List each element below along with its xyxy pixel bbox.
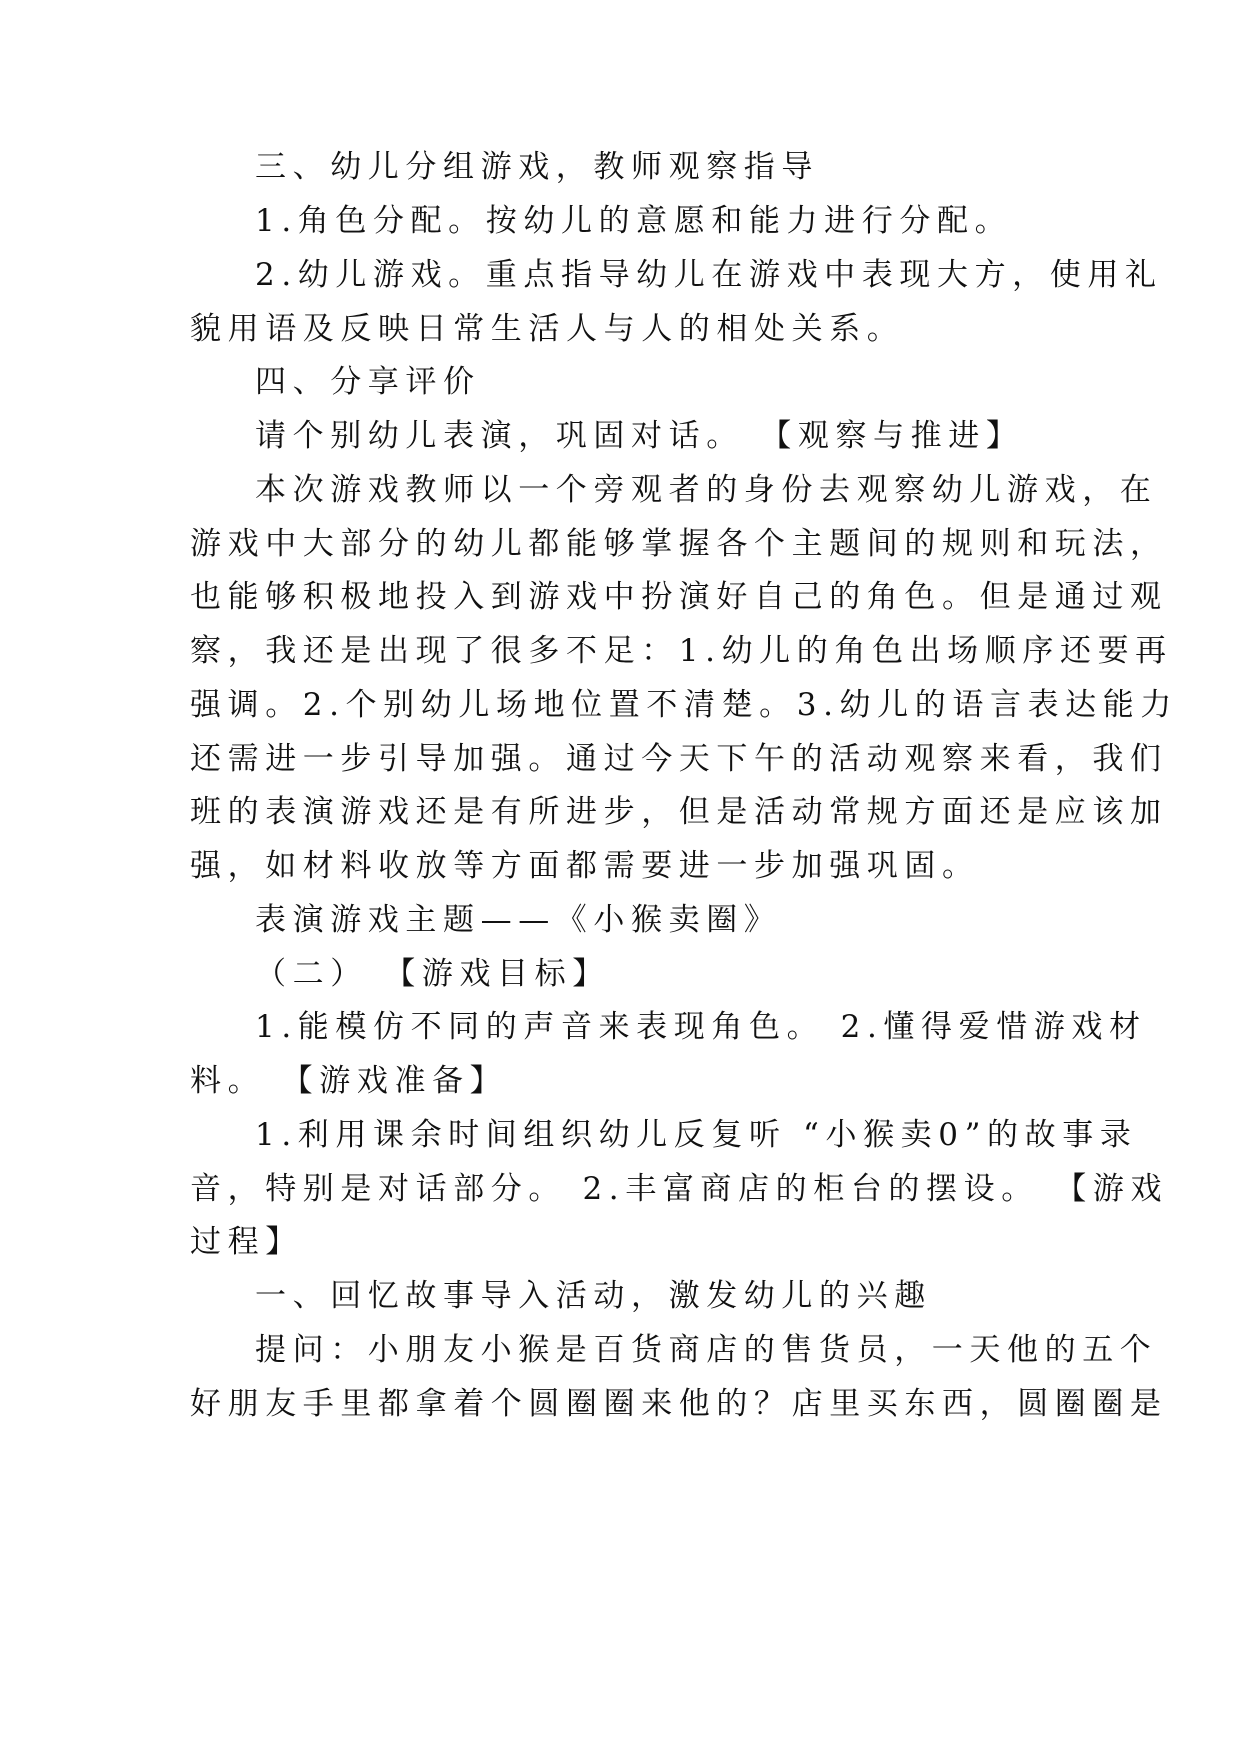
paragraph-line: 察，我还是出现了很多不足：1.幼儿的角色出场顺序还要再 <box>190 633 1173 669</box>
paragraph-line: 2.幼儿游戏。重点指导幼儿在游戏中表现大方，使用礼 <box>255 257 1163 293</box>
paragraph-line: 音，特别是对话部分。 2.丰富商店的柜台的摆设。 【游戏 <box>190 1171 1169 1207</box>
paragraph-line: 过程】 <box>190 1224 303 1260</box>
paragraph-line: 请个别幼儿表演，巩固对话。 【观察与推进】 <box>255 418 1024 454</box>
paragraph-line: 也能够积极地投入到游戏中扮演好自己的角色。但是通过观 <box>190 579 1168 615</box>
paragraph-line: 还需进一步引导加强。通过今天下午的活动观察来看，我们 <box>190 741 1168 777</box>
paragraph-line: 好朋友手里都拿着个圆圈圈来他的？店里买东西，圆圈圈是 <box>190 1386 1168 1422</box>
section-heading: （二） 【游戏目标】 <box>255 956 610 992</box>
paragraph-line: 本次游戏教师以一个旁观者的身份去观察幼儿游戏，在 <box>255 472 1158 508</box>
paragraph-line: 强调。2.个别幼儿场地位置不清楚。3.幼儿的语言表达能力 <box>190 687 1178 723</box>
section-heading: 表演游戏主题——《小猴卖圈》 <box>255 902 782 938</box>
paragraph-line: 料。 【游戏准备】 <box>190 1063 508 1099</box>
section-heading: 一、回忆故事导入活动，激发幼儿的兴趣 <box>255 1278 932 1314</box>
paragraph-line: 强，如材料收放等方面都需要进一步加强巩固。 <box>190 848 980 884</box>
paragraph-line: 1.能模仿不同的声音来表现角色。 2.懂得爱惜游戏材 <box>255 1009 1147 1045</box>
section-heading: 四、分享评价 <box>255 364 481 400</box>
paragraph-line: 班的表演游戏还是有所进步，但是活动常规方面还是应该加 <box>190 794 1168 830</box>
paragraph-line: 1.利用课余时间组织幼儿反复听 “小猴卖0”的故事录 <box>255 1117 1138 1153</box>
paragraph-line: 貌用语及反映日常生活人与人的相处关系。 <box>190 311 905 347</box>
paragraph-line: 1.角色分配。按幼儿的意愿和能力进行分配。 <box>255 203 1013 239</box>
paragraph-line: 游戏中大部分的幼儿都能够掌握各个主题间的规则和玩法， <box>190 526 1168 562</box>
paragraph-line: 提问：小朋友小猴是百货商店的售货员，一天他的五个 <box>255 1332 1158 1368</box>
section-heading: 三、幼儿分组游戏，教师观察指导 <box>255 149 819 185</box>
